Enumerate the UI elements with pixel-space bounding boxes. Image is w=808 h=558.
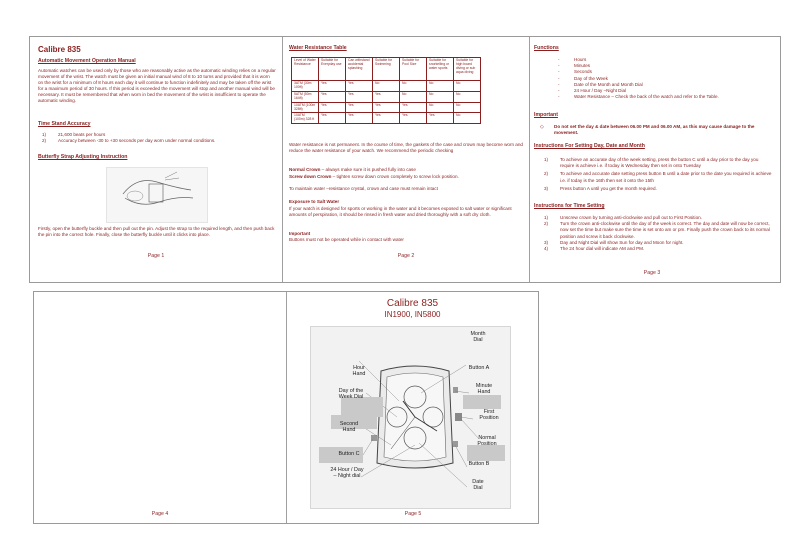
page-2 [283,37,529,282]
time-step: 2) Turn the crown anti-clockwise until the day of the week is correct. The day and date will now be correct, now set the time but make sure the time is set onto am or pm. Finally push the crown back to its normal position and screw it back clockwise. [544,221,770,239]
table-cell: No [427,102,454,113]
diamond-bullet-icon: ◇ [540,124,544,130]
dash-bullet-icon: - [558,69,560,75]
page-5-subtitle: IN1900, IN5800 [384,310,441,319]
accuracy-item: 2) Accuracy between -30 to +30 seconds per day worn under normal conditions. [42,138,216,144]
table-cell: 5ATM (50m 164ft) [292,91,319,102]
accuracy-list [38,132,276,144]
page-3 [530,37,780,282]
strap-sketch-icon [107,168,207,222]
month-dial-label: Month Dial [470,331,486,344]
page-4-label: Page 4 [151,511,169,517]
button-c-label: Button C [338,451,360,457]
date-step: 2) To achieve and accurate date setting press button B until a date prior to the date you required is achieve i.e. if today is the 16th then set it onto the 15th [544,171,772,183]
table-cell: Suitable for high board diving or sub aqua diving [454,58,481,81]
time-step: 1) Unscrew crown by turning anti-clockwise and pull out to First Position. [544,215,702,220]
table-cell: Suitable for Swimming [373,58,400,81]
table-cell: No [400,91,427,102]
table-cell: Suitable for Pool Size [400,58,427,81]
day-of-week-dial-label: Day of the Week Dial [338,388,364,401]
table-row [292,102,481,113]
time-step: 3) Day and Night Dial will show Sun for day and Moon for night. [544,239,684,245]
function-item: - 24 Hour / Day –Night Dial [558,87,627,93]
table-cell: Yes [427,113,454,124]
function-item: - Minutes [558,63,591,69]
butterfly-strap-image [106,167,208,223]
screw-crown-line: Screw down Crown – tighten screw down crown completely to screw lock position. [289,174,459,179]
night-dial-label: 24 Hour / Day – Night dial [330,467,364,480]
dash-bullet-icon: - [558,87,560,93]
water-resistance-table [291,57,481,124]
functions-heading: Functions [534,45,559,51]
automatic-text: Automatic watches can be used only by those who are reasonably active as the automatic winding relies on a regular movement of the wrist. The watch must be given an initial manual wind of 8 to 10 turns and provided that it is worn on the wrist for a minimum of 8 hours each day it will continue to function indefinitely and may be taken off the wrist for a maximum period of 30 hours. If this period is exceeded the movement will stop and another manual wind will be necessary. It must be remembered that when worn in bed the movement of the wrist is insufficient to operate the automatic winding. [38,68,276,103]
table-cell: Yes [373,91,400,102]
bottom-sheet [33,291,539,524]
function-item: - Hours [558,57,587,62]
strap-heading: Butterfly Strap Adjusting Instruction [38,154,128,160]
page-5-label: Page 5 [404,511,422,517]
button-b-label: Button B [468,461,490,467]
important-text: Buttons must not be operated while in contact with water [289,237,404,242]
table-row [292,58,481,81]
table-cell: Yes [319,113,346,124]
label-swatch [463,395,501,409]
table-cell: Suitable for Everyday use [319,58,346,81]
dash-bullet-icon: - [558,94,560,100]
important-heading-3: Important [534,112,558,118]
top-sheet [29,36,781,283]
second-hand-label: Second Hand [339,421,359,434]
table-cell: Yes [346,81,373,92]
functions-list [554,57,774,100]
maintain-text: To maintain water –resistance crystal, crown and case must remain intact [289,186,438,191]
table-cell: 10ATM (100m 328ft) [292,102,319,113]
date-step: 3) Press button A until you get the month required. [544,185,657,191]
time-instructions-heading: Instructions for Time Setting [534,203,605,209]
water-table-heading: Water Resistance Table [289,45,347,51]
function-item: - Water Resistance – Check the back of the watch and refer to the Table. [558,94,719,100]
table-cell: Suitable for snorkelling or water sports [427,58,454,81]
accuracy-item: 1) 21,600 beats per hours [42,132,106,137]
function-item: - Day of the Week [558,75,608,81]
date-step: 1) To achieve an accurate day of the week setting, press the button C until a day prior to the day you require is achieve i.e. if today is Wednesday then set in onto Tuesday [544,157,759,169]
table-cell: No [454,113,481,124]
first-position-label: First Position [479,409,499,422]
table-row [292,81,481,92]
function-item: - Date of the Month and Month Dial [558,81,643,87]
table-cell: Yes [346,113,373,124]
dash-bullet-icon: - [558,81,560,87]
page-3-label: Page 3 [643,270,661,276]
table-cell: 3ATM (30m 100ft) [292,81,319,92]
table-cell: Level of Water Resistance [292,58,319,81]
table-cell: Yes [346,91,373,102]
date-instructions-heading: Instructions For Setting Day, Date and Month [534,143,645,149]
table-cell: No [427,91,454,102]
page-1-label: Page 1 [147,253,165,259]
dash-bullet-icon: - [558,57,560,62]
water-resistance-text: Water resistance is not permanent. In the course of time, the gaskets of the case and crown may become worn and reduce the water resistance of your watch. We recommend the periodic checking [289,142,523,153]
normal-crown-line: Normal Crown – always make sure it is pushed fully into case [289,167,416,172]
table-cell: Yes [319,91,346,102]
table-cell: Yes [373,102,400,113]
table-cell: 10ATM (100m) 328 ft [292,113,319,124]
important-note: ◇ Do not set the day & date between 06.00 PM and 06.00 AM, as this may cause damage to the movement. [540,124,755,135]
minute-hand-label: Minute Hand [475,383,493,396]
page-5-title: Calibre 835 [386,298,439,309]
table-cell: No [427,81,454,92]
table-row [292,113,481,124]
table-cell: No [454,91,481,102]
table-cell: No [454,102,481,113]
page-5 [287,292,538,523]
table-cell: Yes [400,113,427,124]
table-cell: Yes [346,102,373,113]
important-heading: Important [289,231,311,236]
time-step: 4) The 24 hour dial will indicate AM and PM. [544,245,645,251]
table-row [292,91,481,102]
strap-text: Firstly, open the butterfly buckle and then pull out the pin. Adjust the strap to the required length, and then push back the pin into the correct hole. Finally, close the butterfly buckle until it clicks into place. [38,226,275,237]
page-4 [34,292,286,523]
dash-bullet-icon: - [558,63,560,69]
table-cell: No [373,81,400,92]
page-1-title: Calibre 835 [38,45,81,54]
table-cell: Yes [400,102,427,113]
table-cell: No [400,81,427,92]
accuracy-heading: Time Stand Accuracy [38,121,91,127]
page-1 [30,37,282,282]
date-instructions-list [540,157,772,192]
table-cell: Yes [319,102,346,113]
table-cell: Yes [319,81,346,92]
table-cell: No [454,81,481,92]
button-a-label: Button A [468,365,490,371]
hour-hand-label: Hour Hand [352,365,366,378]
page-2-label: Page 2 [397,253,415,259]
automatic-heading: Automatic Movement Operation Manual [38,58,136,64]
table-cell: Can withstand accidental splashing [346,58,373,81]
salt-water-heading: Exposure to Salt Water [289,199,340,204]
table-cell: Yes [373,113,400,124]
function-item: - Seconds [558,69,592,75]
normal-position-label: Normal Position [477,435,497,448]
watch-diagram-image [310,326,511,509]
salt-water-text: If your watch is designed for sports or working in the water and it becomes exposed to salt water or significant amounts of perspiration, it should be rinsed in fresh water and dried thoroughly with a soft dry cloth. [289,206,512,217]
date-dial-label: Date Dial [472,479,484,492]
dash-bullet-icon: - [558,75,560,81]
time-instructions-list [540,215,772,252]
